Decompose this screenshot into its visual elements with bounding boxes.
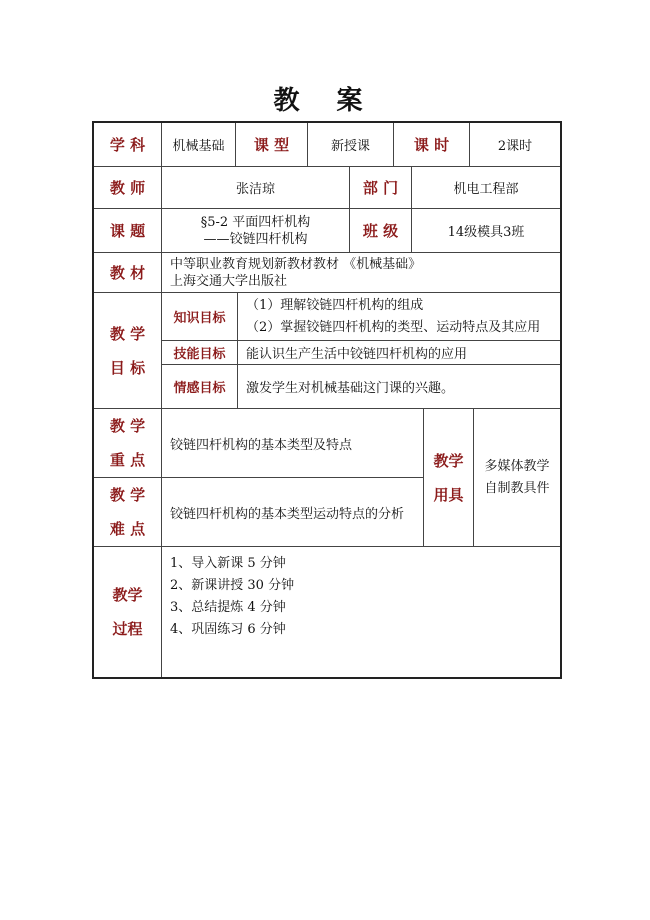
goals-label (94, 293, 162, 409)
skill-goal-value: 能认识生产生活中铰链四杆机构的应用 (238, 341, 560, 365)
difficulty-label (94, 478, 162, 547)
dept-value: 机电工程部 (412, 167, 560, 209)
document-title: 教 案 (273, 86, 377, 116)
textbook-line: 上海交通大学出版社 (170, 273, 288, 289)
process-step: 3、总结提炼 4 分钟 (170, 600, 286, 615)
emotion-goal-label: 情感目标 (162, 365, 238, 409)
emotion-goal-value: 激发学生对机械基础这门课的兴趣。 (238, 365, 560, 409)
process-step: 1、导入新课 5 分钟 (170, 556, 286, 571)
key-point-label (94, 409, 162, 478)
knowledge-goal-line: （2）掌握铰链四杆机构的类型、运动特点及其应用 (246, 319, 541, 335)
process-step: 2、新课讲授 30 分钟 (170, 578, 295, 593)
textbook-value (162, 253, 560, 293)
hours-value: 2课时 (470, 123, 560, 167)
key-point-label-line: 教 学 (109, 417, 146, 435)
topic-label: 课 题 (94, 209, 162, 253)
process-value (162, 547, 560, 677)
tools-label (424, 409, 474, 547)
textbook-line: 中等职业教育规划新教材教材 《机械基础》 (170, 256, 422, 272)
hours-label: 课 时 (394, 123, 470, 167)
tools-line: 多媒体教学 (484, 458, 550, 474)
key-point-value: 铰链四杆机构的基本类型及特点 (162, 409, 424, 478)
tools-line: 自制教具件 (484, 480, 550, 496)
process-label (94, 547, 162, 677)
topic-value (162, 209, 350, 253)
class-value: 14级模具3班 (412, 209, 560, 253)
difficulty-label-line: 教 学 (109, 486, 146, 504)
difficulty-label-line: 难 点 (109, 520, 146, 538)
process-step: 4、巩固练习 6 分钟 (170, 622, 286, 637)
dept-label: 部 门 (350, 167, 412, 209)
class-label: 班 级 (350, 209, 412, 253)
goals-label-line: 教 学 (109, 324, 146, 343)
type-value: 新授课 (308, 123, 394, 167)
type-label: 课 型 (236, 123, 308, 167)
goals-label-line: 目 标 (109, 358, 146, 377)
subject-value: 机械基础 (162, 123, 236, 167)
knowledge-goal-line: （1）理解铰链四杆机构的组成 (246, 297, 424, 313)
key-point-label-line: 重 点 (109, 451, 146, 469)
textbook-label: 教 材 (94, 253, 162, 293)
teacher-value: 张洁琼 (162, 167, 350, 209)
process-label-line: 过程 (112, 620, 143, 638)
teacher-label: 教 师 (94, 167, 162, 209)
tools-value (474, 409, 560, 547)
subject-label: 学 科 (94, 123, 162, 167)
tools-label-line: 用具 (433, 485, 464, 504)
lesson-plan-table (92, 121, 562, 679)
difficulty-value: 铰链四杆机构的基本类型运动特点的分析 (162, 478, 424, 547)
tools-label-line: 教学 (433, 451, 464, 470)
skill-goal-label: 技能目标 (162, 341, 238, 365)
knowledge-goal-label: 知识目标 (162, 293, 238, 341)
process-label-line: 教学 (112, 586, 143, 604)
topic-line: ——铰链四杆机构 (203, 231, 308, 247)
knowledge-goal-value (238, 293, 560, 341)
topic-line: §5-2 平面四杆机构 (200, 214, 311, 230)
